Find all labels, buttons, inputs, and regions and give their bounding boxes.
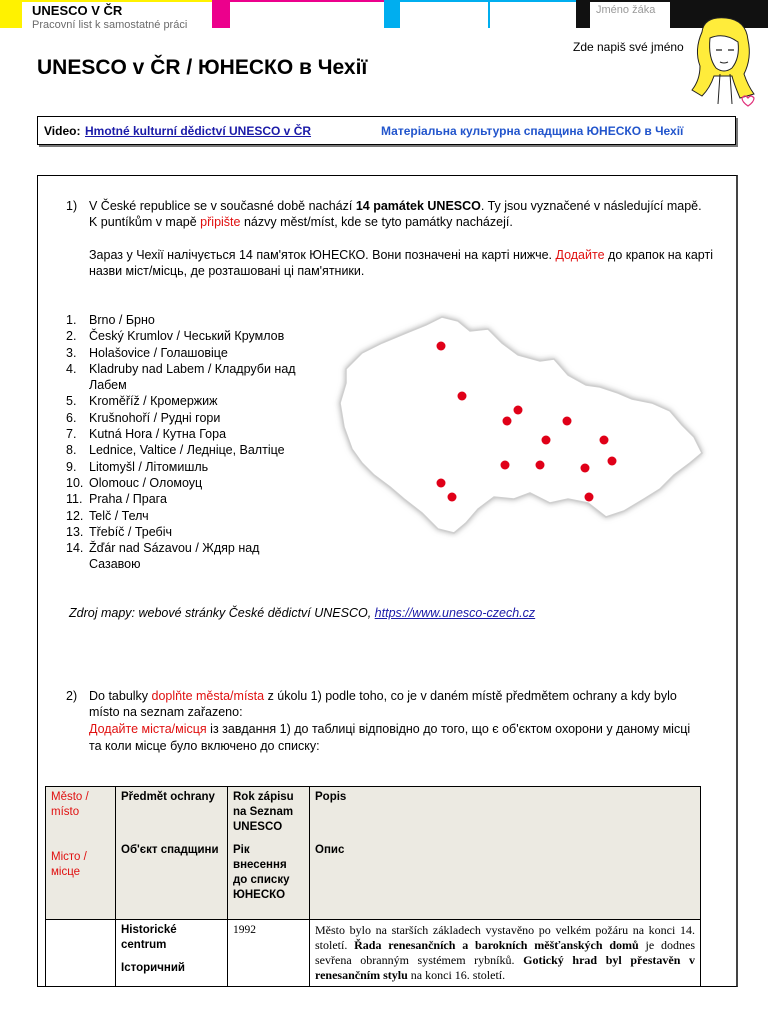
list-item-label: Olomouc / Оломоуц bbox=[89, 475, 203, 490]
header-desc-ua: Опис bbox=[315, 844, 345, 856]
header-subject-ua: Об'єкт спадщини bbox=[121, 844, 219, 856]
desc-part-4: Gotický hrad byl přestavěn v renesančním stylu bbox=[315, 953, 695, 982]
map-source-text: Zdroj mapy: webové stránky České dědictví UNESCO, bbox=[69, 606, 375, 620]
task1-ua-text-a: Зараз у Чехії налічується 14 пам'яток ЮНЕСКО. Вони позначені на карті нижче. bbox=[89, 248, 556, 262]
task1-ua-red: Додайте bbox=[555, 248, 605, 262]
list-item-number: 11. bbox=[66, 492, 83, 507]
list-item-label: Třebíč / Требіч bbox=[89, 524, 172, 539]
desc-part-2: Řada renesančních a barokních měšťanských domů bbox=[354, 938, 639, 952]
map-dot[interactable] bbox=[585, 493, 594, 502]
table-header-row bbox=[46, 787, 701, 920]
map-dot[interactable] bbox=[600, 436, 609, 445]
desc-part-5: na konci 16. století. bbox=[407, 968, 506, 982]
description-cell bbox=[310, 920, 701, 987]
task1-cz2-text-b: názvy měst/míst, kde se tyto památky nacházejí. bbox=[240, 215, 513, 229]
map-dot[interactable] bbox=[581, 464, 590, 473]
task1-ua-line2: назви міст/місць, де розташовані ці пам'ятники. bbox=[89, 264, 365, 278]
list-item-number: 5. bbox=[66, 394, 77, 409]
list-item-label: Krušnohoří / Рудні гори bbox=[89, 410, 221, 425]
task1-cz-line1 bbox=[89, 198, 702, 214]
page-title: UNESCO v ČR / ЮНЕСКО в Чехії bbox=[37, 56, 368, 79]
list-item-label: Praha / Прага bbox=[89, 492, 167, 507]
task2-cz-line1 bbox=[89, 688, 677, 704]
list-item-number: 4. bbox=[66, 361, 77, 376]
map-dot[interactable] bbox=[563, 417, 572, 426]
list-item-label-line2: Сазавою bbox=[89, 557, 141, 572]
task2-cz-line2: místo na seznam zařazeno: bbox=[89, 705, 243, 719]
name-hint[interactable]: Zde napiš své jméno bbox=[573, 40, 684, 54]
map-dot[interactable] bbox=[437, 342, 446, 351]
desc-part-3: je dodnes sevřena obranným systémem rybníků. bbox=[315, 938, 695, 967]
subject-cz: Historické centrum bbox=[121, 924, 177, 951]
list-item-label: Litomyšl / Літомишль bbox=[89, 459, 209, 474]
map-dot[interactable] bbox=[514, 406, 523, 415]
list-item-label: Kladruby nad Labem / Кладруби над bbox=[89, 361, 296, 376]
header-subject bbox=[116, 787, 228, 920]
task2-ua-red: Додайте міста/місця bbox=[89, 722, 207, 736]
czech-outline bbox=[340, 317, 702, 533]
header-title: UNESCO V ČR bbox=[32, 3, 123, 18]
list-item-number: 2. bbox=[66, 329, 77, 344]
list-item-number: 7. bbox=[66, 427, 77, 442]
year-cell: 1992 bbox=[228, 920, 310, 987]
task1-ua-line1 bbox=[89, 247, 713, 263]
desc-part-1: Město bylo na starších základech vystavěno po velkém požáru na konci 14. století. bbox=[315, 923, 695, 952]
list-item-number: 6. bbox=[66, 410, 77, 425]
list-item-number: 3. bbox=[66, 345, 77, 360]
video-link-ua[interactable]: Матеріальна культурна спадщина ЮНЕСКО в Чехії bbox=[381, 124, 684, 138]
task1-number: 1) bbox=[66, 199, 78, 213]
header-subject-cz: Předmět ochrany bbox=[121, 791, 215, 803]
header-year bbox=[228, 787, 310, 920]
task2-ua-text-b: із завдання 1) до таблиці відповідно до того, що є об'єктом охорони у даному місці bbox=[206, 722, 691, 736]
map-dot[interactable] bbox=[501, 461, 510, 470]
list-item-number: 13. bbox=[66, 524, 84, 539]
list-item-label: Lednice, Valtice / Ледніце, Валтіце bbox=[89, 443, 285, 458]
header-year-cz: Rok zápisu na Seznam UNESCO bbox=[233, 791, 294, 833]
list-item-number: 9. bbox=[66, 459, 77, 474]
task2-ua-line1 bbox=[89, 721, 690, 737]
map-dot[interactable] bbox=[503, 417, 512, 426]
list-item-label: Český Krumlov / Чеський Крумлов bbox=[89, 329, 285, 344]
subject-ua: Історичний bbox=[121, 962, 185, 974]
task1-cz-text-a: V České republice se v současné době nachází bbox=[89, 199, 356, 213]
list-item-label: Brno / Брно bbox=[89, 313, 155, 327]
list-item-label: Telč / Телч bbox=[89, 508, 149, 523]
map-dot[interactable] bbox=[542, 436, 551, 445]
list-item-number: 12. bbox=[66, 508, 84, 523]
map-dot[interactable] bbox=[458, 392, 467, 401]
task2-cz-red: doplňte města/místa bbox=[151, 689, 265, 703]
table-row bbox=[46, 920, 701, 987]
map-dot[interactable] bbox=[536, 461, 545, 470]
task2-cz-text-a: Do tabulky bbox=[89, 689, 152, 703]
map-dot[interactable] bbox=[448, 493, 457, 502]
task2-number: 2) bbox=[66, 689, 78, 703]
video-box bbox=[37, 116, 736, 145]
city-input-cell[interactable] bbox=[46, 920, 116, 987]
list-item-label: Žďár nad Sázavou / Ждяр над bbox=[89, 541, 260, 556]
list-item-number: 14. bbox=[66, 541, 84, 556]
task2-ua-line2: та коли місце було включено до списку: bbox=[89, 739, 320, 753]
task1-cz2-red: připište bbox=[200, 215, 241, 229]
video-link-cz[interactable]: Hmotné kulturní dědictví UNESCO v ČR bbox=[85, 124, 312, 138]
task1-ua-text-b: до крапок на карті bbox=[604, 248, 713, 262]
map-source bbox=[69, 606, 535, 620]
task1-cz-bold: 14 památek UNESCO bbox=[355, 199, 481, 213]
header-city-cz: Město / místo bbox=[51, 791, 89, 818]
header-desc-cz: Popis bbox=[315, 791, 347, 803]
source-link[interactable]: https://www.unesco-czech.cz bbox=[374, 606, 536, 620]
task2-cz-text-b: z úkolu 1) podle toho, co je v daném místě předmětem ochrany a kdy bylo bbox=[264, 689, 677, 703]
video-label: Video: bbox=[44, 124, 81, 138]
name-label: Jméno žáka bbox=[596, 4, 656, 16]
list-item-label: Kroměříž / Кромержиж bbox=[89, 394, 218, 409]
list-item-number: 8. bbox=[66, 443, 77, 458]
list-item-number: 10. bbox=[66, 475, 84, 490]
list-item-number: 1. bbox=[66, 313, 77, 327]
header-city bbox=[46, 787, 116, 920]
header-desc bbox=[310, 787, 701, 920]
list-item-label: Kutná Hora / Кутна Гора bbox=[89, 427, 227, 442]
heritage-table bbox=[45, 786, 701, 987]
list-item-label: Holašovice / Голашовіце bbox=[89, 345, 228, 360]
subject-cell bbox=[116, 920, 228, 987]
task1-cz-line2 bbox=[89, 214, 513, 230]
header-year-ua: Рік внесення до списку ЮНЕСКО bbox=[233, 844, 290, 901]
list-item-label-line2: Лабем bbox=[89, 378, 127, 393]
task1-cz-text-b: . Ty jsou vyznačené v následující mapě. bbox=[480, 199, 702, 213]
header-city-ua: Місто /місце bbox=[51, 851, 87, 878]
girl-illustration-icon bbox=[684, 14, 764, 110]
map-dot[interactable] bbox=[437, 479, 446, 488]
map-dot[interactable] bbox=[608, 457, 617, 466]
czech-map[interactable] bbox=[318, 303, 738, 563]
task1-cz2-text-a: K puntíkům v mapě bbox=[89, 215, 201, 229]
header-subtitle: Pracovní list k samostatné práci bbox=[32, 19, 188, 31]
